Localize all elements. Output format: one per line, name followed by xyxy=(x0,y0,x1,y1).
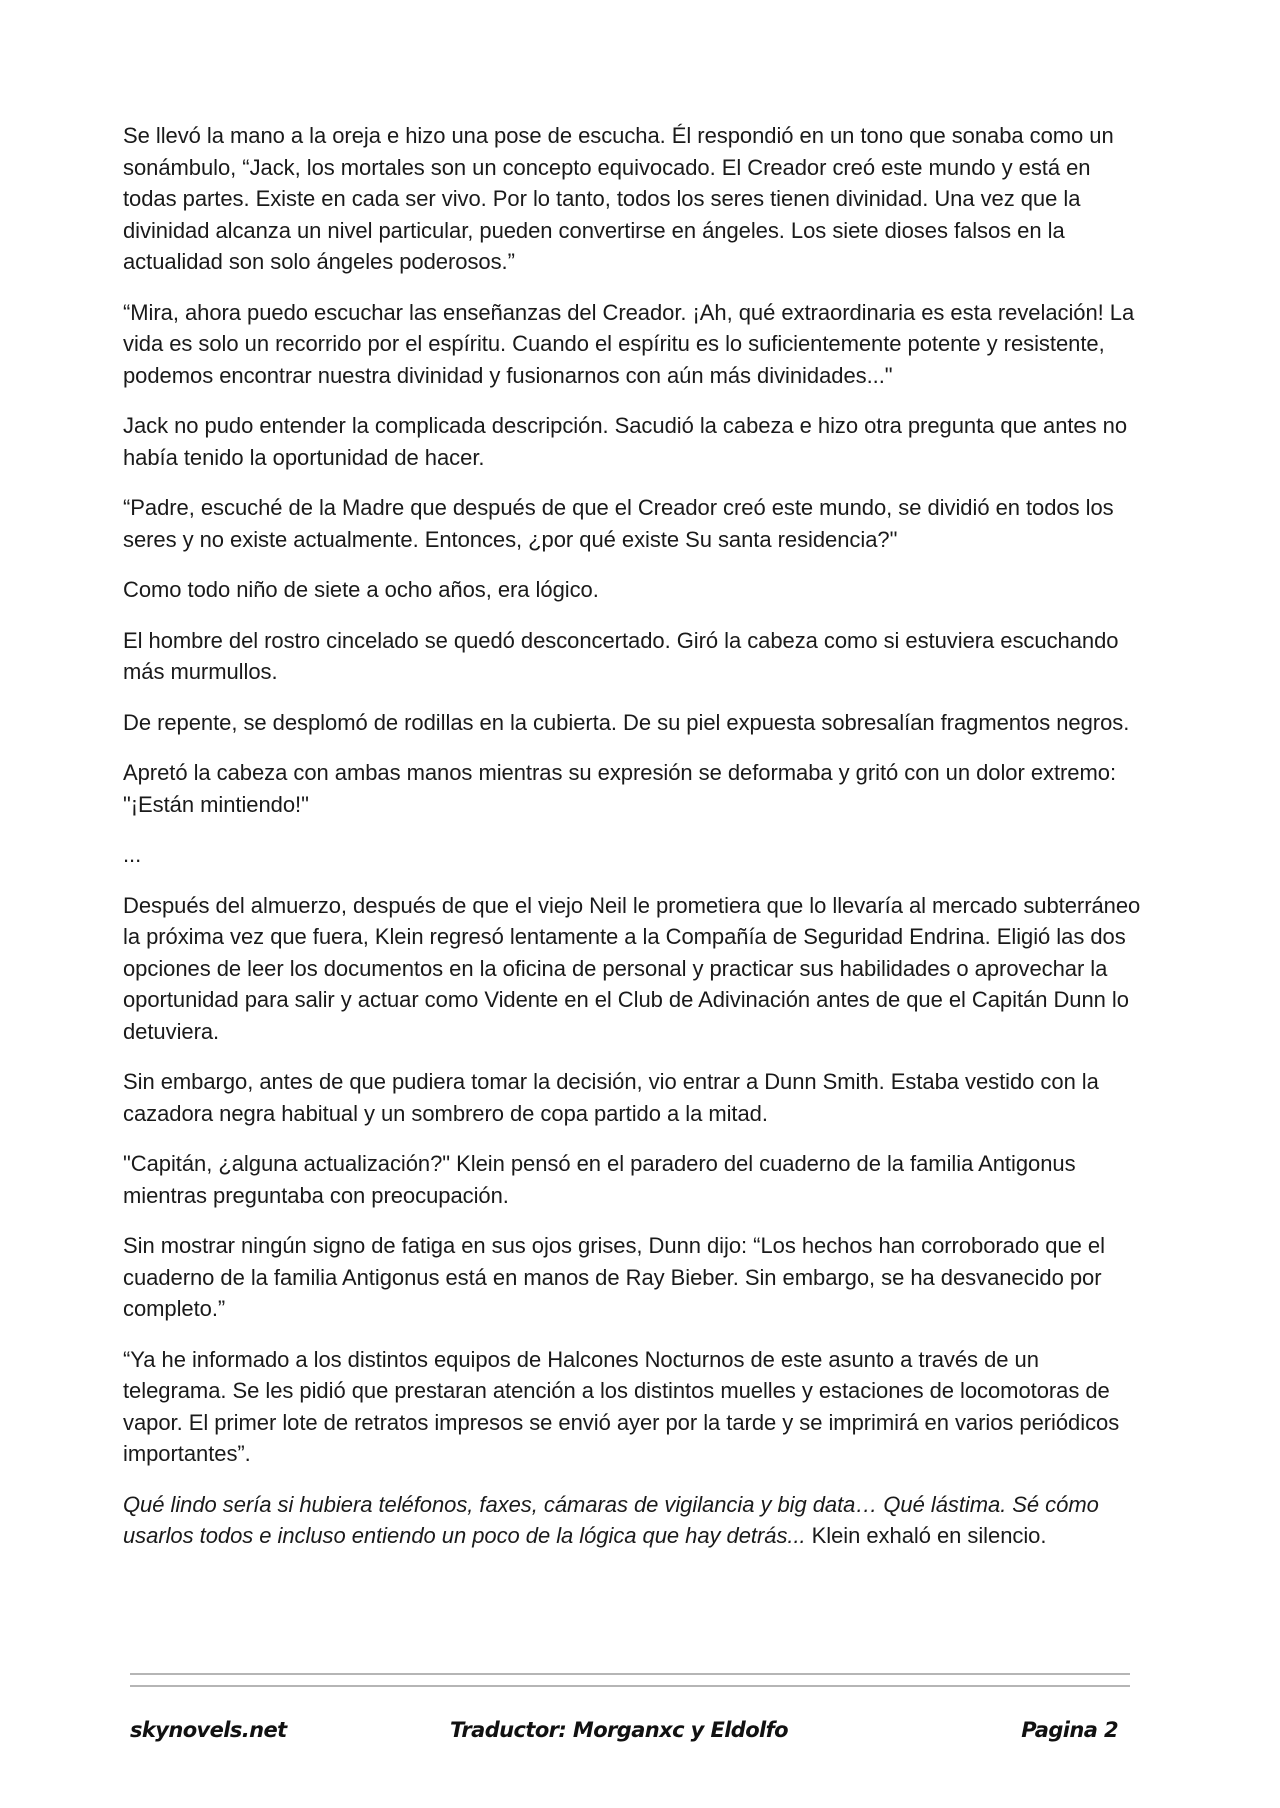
footer-divider-top xyxy=(130,1673,1130,1675)
footer-page-number: Pagina 2 xyxy=(1021,1718,1118,1742)
paragraph: “Mira, ahora puedo escuchar las enseñanzas del Creador. ¡Ah, qué extraordinaria es esta revelación! La vida es solo un recorrido por el espíritu. Cuando el espíritu es lo suficientemente potente y resistente, podemos encontrar nuestra divinidad y fusionarnos con aún más divinidades..." xyxy=(123,299,1135,388)
document-body xyxy=(123,120,1143,1571)
paragraph: Se llevó la mano a la oreja e hizo una pose de escucha. Él respondió en un tono que sonaba como un sonámbulo, “Jack, los mortales son un concepto equivocado. El Creador creó este mundo y está en todas partes. Existe en cada ser vivo. Por lo tanto, todos los seres tienen divinidad. Una vez que la divinidad alcanza un nivel particular, pueden convertirse en ángeles. Los siete dioses falsos en la actualidad son solo ángeles poderosos.” xyxy=(123,123,1114,274)
footer-translator: Traductor: Morganxc y Eldolfo xyxy=(450,1718,789,1742)
paragraph: "Capitán, ¿alguna actualización?" Klein pensó en el paradero del cuaderno de la familia Antigonus mientras preguntaba con preocupación. xyxy=(123,1151,1076,1208)
paragraph: Jack no pudo entender la complicada descripción. Sacudió la cabeza e hizo otra pregunta que antes no había tenido la oportunidad de hacer. xyxy=(123,413,1128,470)
paragraph: Sin mostrar ningún signo de fatiga en sus ojos grises, Dunn dijo: “Los hechos han corroborado que el cuaderno de la familia Antigonus está en manos de Ray Bieber. Sin embargo, se ha desvanecido por completo.” xyxy=(123,1233,1105,1321)
inner-thought-text: Qué lindo sería si hubiera teléfonos, faxes, cámaras de vigilancia y big data… Qué lástima. Sé cómo usarlos todos e incluso entiendo un poco de la lógica que hay detrás... xyxy=(123,1491,1099,1548)
last-paragraph xyxy=(123,1489,1143,1552)
paragraph: Como todo niño de siete a ocho años, era lógico. xyxy=(123,577,599,602)
scene-break: ... xyxy=(123,842,142,867)
footer-divider-bottom xyxy=(130,1685,1130,1687)
paragraph: El hombre del rostro cincelado se quedó desconcertado. Giró la cabeza como si estuviera escuchando más murmullos. xyxy=(123,627,1119,684)
paragraph: Después del almuerzo, después de que el viejo Neil le prometiera que lo llevaría al mercado subterráneo la próxima vez que fuera, Klein regresó lentamente a la Compañía de Seguridad Endrina. Eligió las dos opciones de leer los documentos en la oficina de personal y practicar sus habilidades o aprovechar la oportunidad para salir y actuar como Vidente en el Club de Adivinación antes de que el Capitán Dunn lo detuviera. xyxy=(123,892,1141,1044)
paragraph: “Ya he informado a los distintos equipos de Halcones Nocturnos de este asunto a través de un telegrama. Se les pidió que prestaran atención a los distintos muelles y estaciones de locomotoras de vapor. El primer lote de retratos impresos se envió ayer por la tarde y se imprimirá en varios periódicos importantes”. xyxy=(123,1346,1120,1466)
paragraph: Sin embargo, antes de que pudiera tomar la decisión, vio entrar a Dunn Smith. Estaba vestido con la cazadora negra habitual y un sombrero de copa partido a la mitad. xyxy=(123,1069,1099,1126)
paragraph: De repente, se desplomó de rodillas en la cubierta. De su piel expuesta sobresalían fragmentos negros. xyxy=(123,709,1130,735)
paragraph: Apretó la cabeza con ambas manos mientras su expresión se deformaba y gritó con un dolor extremo: "¡Están mintiendo!" xyxy=(123,760,1117,817)
footer-site: skynovels.net xyxy=(130,1718,287,1742)
closing-text: Klein exhaló en silencio. xyxy=(805,1523,1047,1548)
paragraph: “Padre, escuché de la Madre que después de que el Creador creó este mundo, se dividió en todos los seres y no existe actualmente. Entonces, ¿por qué existe Su santa residencia?" xyxy=(123,495,1114,552)
